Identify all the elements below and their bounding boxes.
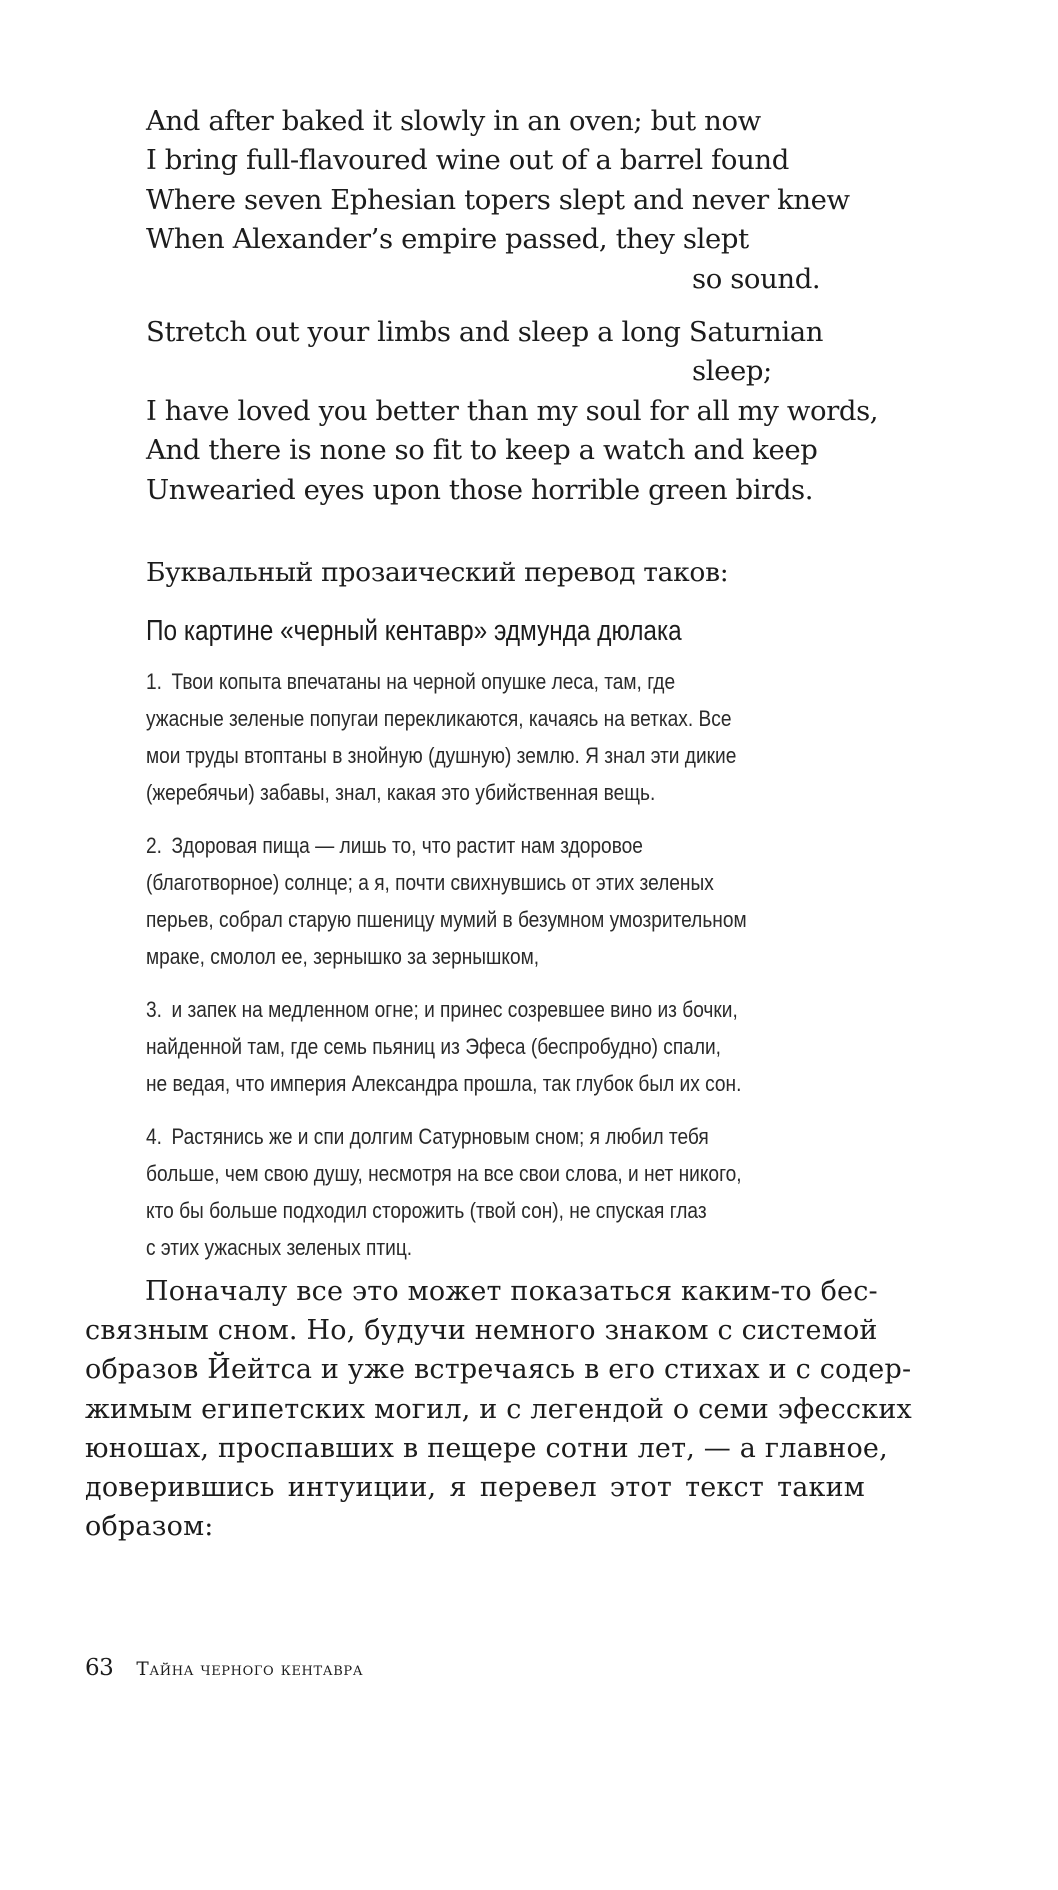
body-line: Поначалу все это может показаться каким-то бес- [145, 1276, 878, 1307]
paragraph-number: 4. [146, 1124, 162, 1149]
poem-line: Unwearied eyes upon those horrible green birds. [146, 473, 814, 506]
translation-line [146, 991, 843, 1028]
translation-line: больше, чем свою душу, несмотря на все свои слова, и нет никого, [146, 1161, 742, 1186]
poem-line: I have loved you better than my soul for all my words, [146, 394, 879, 427]
body-paragraph [85, 1272, 912, 1546]
translation-line [146, 827, 843, 864]
body-line: образом: [85, 1511, 214, 1543]
translation-line [146, 663, 843, 700]
prose-translation [146, 663, 966, 1282]
paragraph-number: 2. [146, 833, 162, 858]
body-line: юношах, проспавших в пещере сотни лет, — а главное, [85, 1432, 888, 1464]
paragraph-number: 3. [146, 997, 162, 1022]
paragraph-number: 1. [146, 669, 162, 694]
translation-line: (жеребячьи) забавы, знал, какая это убийственная вещь. [146, 780, 656, 805]
page-number: 63 [85, 1655, 114, 1681]
poem-line: When Alexander’s empire passed, they slept [146, 223, 749, 256]
translation-line: ужасные зеленые попугаи перекликаются, качаясь на ветках. Все [146, 706, 732, 731]
poem-line-runover: sleep; [692, 355, 772, 388]
poem-line: Where seven Ephesian topers slept and never knew [146, 183, 850, 216]
translation-paragraph-2 [146, 827, 966, 975]
translation-line: найденной там, где семь пьяниц из Эфеса (беспробудно) спали, [146, 1034, 721, 1059]
translation-line: (благотворное) солнце; а я, почти свихнувшись от этих зеленых [146, 870, 714, 895]
english-poem [146, 102, 906, 524]
poem-line: I bring full-flavoured wine out of a barrel found [146, 144, 789, 177]
translation-paragraph-4 [146, 1118, 966, 1266]
translation-label: Буквальный прозаический перевод таков: [146, 557, 729, 588]
translation-text: Здоровая пища — лишь то, что растит нам здоровое [171, 833, 643, 858]
translation-title: По картине «черный кентавр» эдмунда дюлака [146, 615, 682, 647]
body-line: доверившись интуиции, я перевел этот текст таким [85, 1471, 865, 1503]
translation-paragraph-1 [146, 663, 966, 811]
translation-line [146, 1118, 843, 1155]
poem-line: And after baked it slowly in an oven; but now [146, 105, 761, 137]
translation-text: Растянись же и спи долгим Сатурновым сном; я любил тебя [171, 1124, 709, 1149]
translation-line: кто бы больше подходил сторожить (твой сон), не спуская глаз [146, 1198, 707, 1223]
translation-text: Твои копыта впечатаны на черной опушке леса, там, где [171, 669, 676, 694]
body-line: образов Йейтса и уже встречаясь в его стихах и с содер- [85, 1354, 912, 1386]
translation-line: мраке, смолол ее, зернышко за зернышком, [146, 944, 540, 969]
body-line: связным сном. Но, будучи немного знаком с системой [85, 1315, 878, 1347]
poem-line: And there is none so fit to keep a watch and keep [146, 434, 818, 467]
poem-line-runover: so sound. [692, 262, 821, 295]
translation-line: с этих ужасных зеленых птиц. [146, 1235, 413, 1260]
poem-stanza-2 [146, 313, 906, 510]
poem-stanza-1 [146, 102, 906, 299]
body-line: жимым египетских могил, и с легендой о семи эфесских [85, 1393, 912, 1425]
page-footer [85, 1652, 363, 1686]
translation-line: перьев, собрал старую пшеницу мумий в безумном умозрительном [146, 907, 747, 932]
translation-line: мои труды втоптаны в знойную (душную) землю. Я знал эти дикие [146, 743, 737, 768]
translation-line: не ведая, что империя Александра прошла, так глубок был их сон. [146, 1071, 742, 1096]
running-head: Тайна черного кентавра [136, 1659, 364, 1680]
poem-line: Stretch out your limbs and sleep a long Saturnian [146, 315, 824, 348]
translation-text: и запек на медленном огне; и принес созревшее вино из бочки, [171, 997, 738, 1022]
translation-paragraph-3 [146, 991, 966, 1102]
